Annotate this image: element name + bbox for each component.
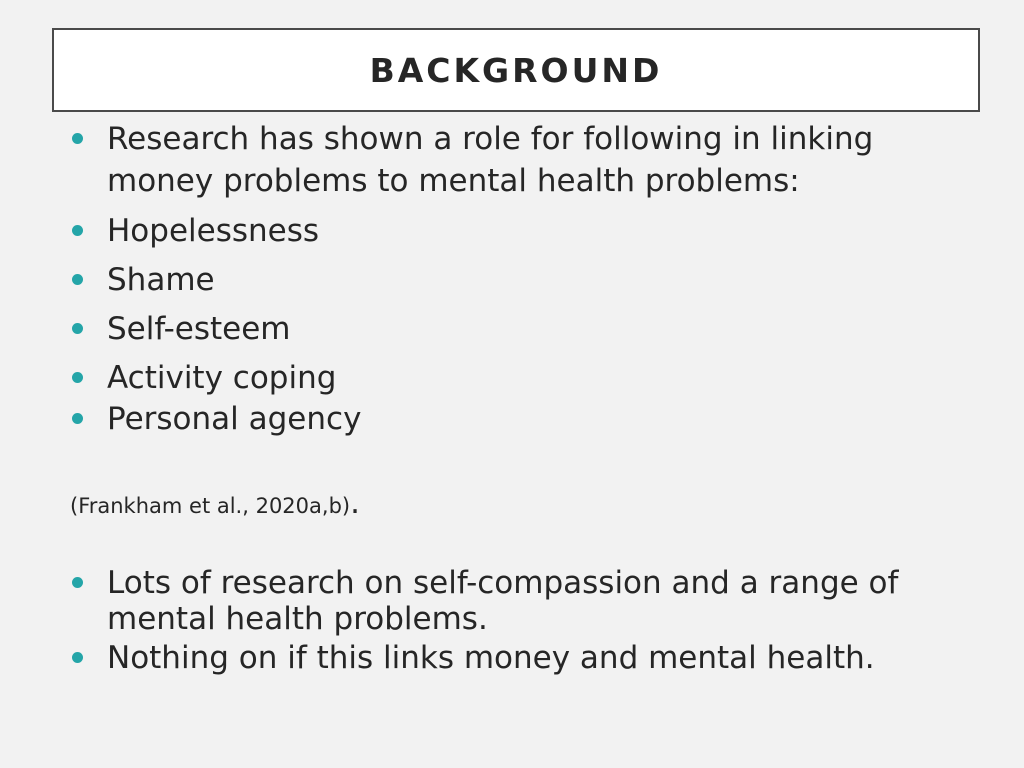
slide-title: BACKGROUND xyxy=(369,50,663,90)
bullet-dot-icon xyxy=(72,133,83,144)
citation xyxy=(70,485,360,521)
bullet-item-research xyxy=(107,118,927,202)
bullet-item-shame xyxy=(107,259,987,301)
bullet-item-nothing-links xyxy=(107,640,987,676)
citation-text: (Frankham et al., 2020a,b) xyxy=(70,494,351,518)
bullet-text: Lots of research on self-compassion and a range of mental health problems. xyxy=(107,565,899,637)
bullet-dot-icon xyxy=(72,413,83,424)
bullet-text: Self-esteem xyxy=(107,311,291,347)
bullet-dot-icon xyxy=(72,652,83,663)
bullet-dot-icon xyxy=(72,274,83,285)
bullet-dot-icon xyxy=(72,372,83,383)
citation-period: . xyxy=(350,485,360,521)
bullet-text: Activity coping xyxy=(107,360,337,396)
bullet-text: Hopelessness xyxy=(107,213,320,249)
bullet-text: Shame xyxy=(107,262,215,298)
bullet-item-personal-agency xyxy=(107,398,987,440)
bullet-item-hopelessness xyxy=(107,210,987,252)
bullet-text: Research has shown a role for following in linking money problems to mental health problems: xyxy=(107,121,874,199)
bullet-item-self-compassion xyxy=(107,565,987,637)
bullet-text: Personal agency xyxy=(107,401,362,437)
bullet-dot-icon xyxy=(72,225,83,236)
bullet-dot-icon xyxy=(72,577,83,588)
bullet-item-activity-coping xyxy=(107,357,987,399)
bullet-item-self-esteem xyxy=(107,308,987,350)
bullet-text: Nothing on if this links money and mental health. xyxy=(107,640,875,676)
bullet-dot-icon xyxy=(72,323,83,334)
slide-title-box xyxy=(52,28,980,112)
